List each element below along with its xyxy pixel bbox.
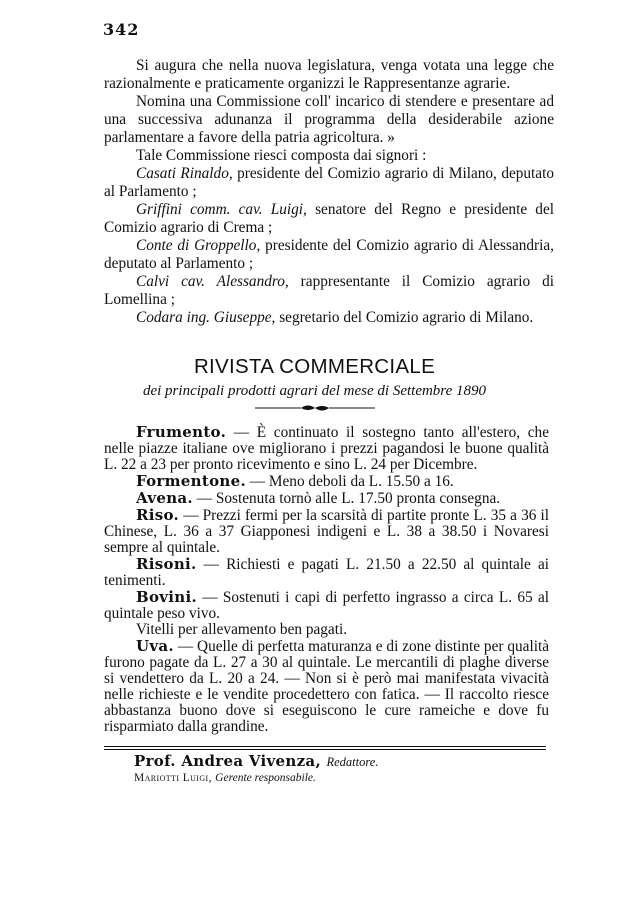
- manager-role: Gerente responsabile.: [215, 772, 316, 784]
- paragraph: Si augura che nella nuova legislatura, venga votata una legge che razionalmente e praticamente organizzi le Rappresentanze agrarie.: [104, 57, 554, 92]
- entry-text: Vitelli per allevamento ben pagati.: [136, 621, 348, 638]
- ornament-divider-icon: [253, 402, 377, 414]
- member-name: Calvi cav. Alessandro,: [136, 273, 289, 290]
- member-entry: [104, 201, 554, 237]
- product-name: Frumento.: [136, 423, 227, 441]
- member-desc: segretario del Comizio agrario di Milano.: [275, 309, 534, 326]
- entry-text: — È continuato il sostegno tanto all'estero, che nelle piazze italiane ove migliorano i prezzi pagandosi le buone qualità L. 22 a 23 per pronto ricevimento e sino L. 24 per Dicembre.: [104, 424, 549, 473]
- member-desc: senatore del Regno e presidente del Comizio agrario di Crema ;: [104, 201, 554, 236]
- section-subtitle: dei principali prodotti agrari del mese di Settembre 1890: [142, 383, 486, 399]
- member-entry: [104, 165, 554, 201]
- product-name: Riso.: [136, 506, 180, 524]
- member-entry: [104, 237, 554, 273]
- divider: [104, 749, 546, 750]
- report-entry: [104, 589, 549, 622]
- member-name: Griffini comm. cav. Luigi,: [136, 201, 307, 218]
- report-entry: [104, 556, 549, 589]
- member-name: Casati Rinaldo,: [136, 165, 233, 182]
- member-desc: presidente del Comizio agrario di Alessandria, deputato al Parlamento ;: [104, 237, 554, 272]
- report-entry: [104, 424, 549, 473]
- report-entry: [104, 490, 549, 507]
- entry-text: — Quelle di perfetta maturanza e di zone distinte per qualità furono pagate da L. 27 a 30 al quintale. Le mercantili di plaghe diverse si vendettero da L. 20 a 24. — Non si è però mai manifestata vivacità nelle richieste e le vendite procedettero con fatica. — Il raccolto riesce abbastanza buono dove si eseguiscono le cure rameiche e dove fu risparmiato dalla grandine.: [104, 638, 549, 735]
- member-name: Codara ing. Giuseppe,: [136, 309, 276, 326]
- report-entry: [104, 638, 549, 735]
- member-desc: rappresentante il Comizio agrario di Lomellina ;: [104, 273, 554, 308]
- member-entry: [104, 273, 554, 309]
- editor-role: Redattore.: [326, 755, 379, 769]
- manager-name: Mariotti Luigi,: [134, 772, 212, 784]
- product-name: Uva.: [136, 637, 174, 655]
- report-entry: [104, 507, 549, 556]
- entry-text: — Sostenuti i capi di perfetto ingrasso a circa L. 65 al quintale peso vivo.: [104, 589, 549, 622]
- member-desc: presidente del Comizio agrario di Milano, deputato al Parlamento ;: [104, 165, 554, 200]
- report-entry: [104, 473, 549, 490]
- manager-signature: [134, 772, 316, 784]
- entry-text: — Meno deboli da L. 15.50 a 16.: [245, 473, 454, 490]
- section-title: RIVISTA COMMERCIALE: [193, 355, 436, 378]
- divider: [104, 746, 546, 747]
- member-name: Conte di Groppello,: [136, 237, 261, 254]
- commission-section: [104, 57, 554, 327]
- paragraph: Tale Commissione riesci composta dai signori :: [136, 147, 427, 164]
- paragraph: Nomina una Commissione coll' incarico di stendere e presentare ad una successiva adunanza il programma della desiderabile azione parlamentare a favore della patria agricoltura. »: [104, 93, 554, 146]
- editor-signature: [134, 752, 378, 770]
- product-name: Avena.: [136, 489, 193, 507]
- entry-text: — Prezzi fermi per la scarsità di partite pronte L. 35 a 36 il Chinese, L. 36 a 37 Giapponesi indigeni e L. 38 a 38.50 i Novaresi sempre al quintale.: [104, 507, 549, 556]
- product-name: Bovini.: [136, 588, 198, 606]
- entry-text: — Richiesti e pagati L. 21.50 a 22.50 al quintale ai tenimenti.: [104, 556, 549, 589]
- market-report: [104, 424, 549, 735]
- member-entry: [104, 309, 554, 327]
- report-entry: [104, 622, 549, 638]
- editor-name: Prof. Andrea Vivenza,: [134, 752, 321, 770]
- product-name: Risoni.: [136, 555, 197, 573]
- product-name: Formentone.: [136, 472, 246, 490]
- page-number: 342: [103, 20, 140, 39]
- entry-text: — Sostenuta tornò alle L. 17.50 pronta consegna.: [192, 490, 501, 507]
